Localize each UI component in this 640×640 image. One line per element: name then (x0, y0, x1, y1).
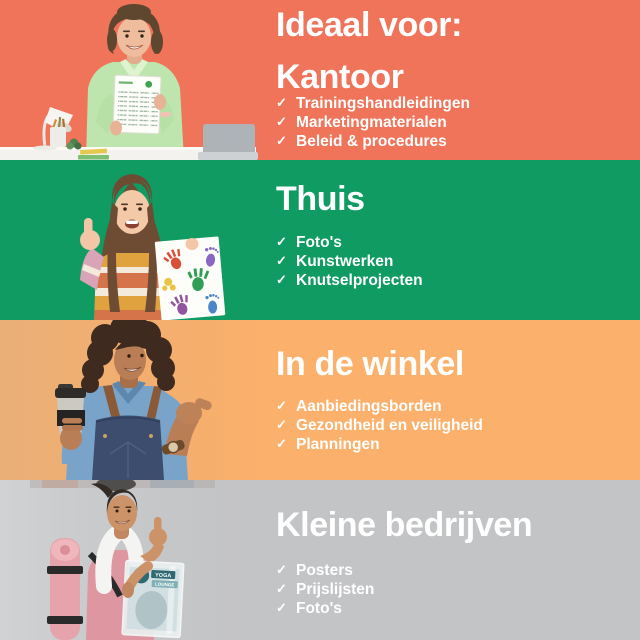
list-item-label: Kunstwerken (296, 252, 394, 270)
list-item (276, 114, 470, 133)
list-item (276, 417, 483, 436)
wrist-watch (160, 112, 171, 117)
yoga-mat (47, 538, 83, 640)
photo-yoga-woman (0, 480, 280, 640)
photo-girl-artwork (0, 160, 280, 320)
right-hand (154, 94, 166, 110)
thumbs-up (80, 218, 100, 250)
page-title: Ideaal voor: (276, 6, 463, 44)
list-item (276, 562, 374, 581)
band-kleine-bedrijven (0, 480, 640, 640)
check-icon: ✓ (276, 113, 287, 129)
list-item-label: Foto's (296, 234, 342, 251)
list-item-label: Foto's (296, 599, 342, 617)
list-item (276, 272, 423, 291)
check-icon: ✓ (276, 562, 287, 577)
list-item-label: Trainingshandleidingen (296, 95, 470, 112)
section-heading: Thuis (276, 180, 365, 218)
band-kantoor-content (276, 0, 632, 160)
band-kantoor (0, 0, 640, 160)
list-item (276, 436, 483, 455)
check-icon: ✓ (276, 132, 287, 148)
check-icon: ✓ (276, 252, 287, 268)
list-item-label: Planningen (296, 435, 380, 453)
feature-list (276, 398, 483, 454)
check-icon: ✓ (276, 234, 287, 249)
laptop (198, 124, 258, 160)
check-icon: ✓ (276, 580, 287, 596)
band-kleine-bedrijven-content (276, 480, 632, 640)
list-item-label: Marketingmaterialen (296, 113, 447, 131)
section-heading: In de winkel (276, 345, 464, 383)
list-item (276, 95, 470, 114)
poster-title: YOGA (154, 572, 172, 580)
check-icon: ✓ (276, 95, 287, 110)
list-item (276, 253, 423, 272)
list-item-label: Aanbiedingsborden (296, 398, 442, 415)
check-icon: ✓ (276, 416, 287, 432)
band-thuis (0, 160, 640, 320)
list-item-label: Prijslijsten (296, 580, 375, 598)
list-item-label: Posters (296, 562, 353, 579)
band-winkel-content (276, 320, 632, 480)
list-item (276, 234, 423, 253)
list-item-label: Knutselprojecten (296, 271, 423, 289)
list-item (276, 600, 374, 619)
photo-barista-woman (0, 320, 280, 480)
feature-list (276, 562, 374, 618)
list-item-label: Gezondheid en veiligheid (296, 416, 483, 434)
band-winkel (0, 320, 640, 480)
photo-office-woman (0, 0, 280, 160)
list-item (276, 398, 483, 417)
gripping-hand (122, 582, 134, 598)
section-heading: Kleine bedrijven (276, 506, 533, 544)
hand-holding-cup (60, 418, 83, 450)
list-item (276, 133, 470, 152)
poster-subtitle: LOUNGE (154, 581, 175, 588)
gripping-hand (186, 238, 199, 250)
check-icon: ✓ (276, 271, 287, 287)
check-icon: ✓ (276, 398, 287, 413)
check-icon: ✓ (276, 599, 287, 615)
left-hand (110, 121, 122, 136)
list-item-label: Beleid & procedures (296, 132, 447, 150)
yoga-poster (122, 561, 184, 638)
feature-list (276, 95, 470, 151)
band-thuis-content (276, 160, 632, 320)
check-icon: ✓ (276, 435, 287, 451)
list-item (276, 581, 374, 600)
section-heading: Kantoor (276, 58, 404, 96)
feature-list (276, 234, 423, 290)
